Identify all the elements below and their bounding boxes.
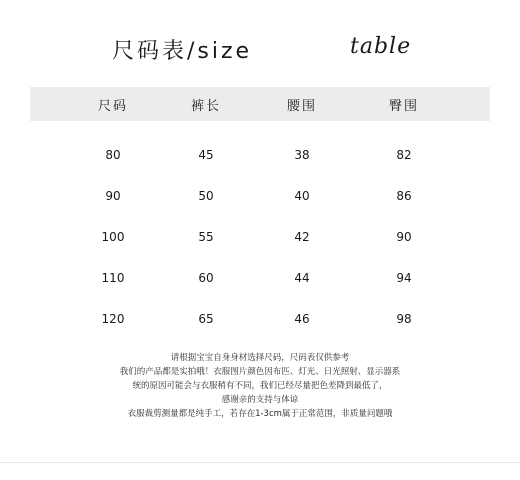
note-line: 感谢亲的支持与体谅 (221, 395, 299, 405)
cell-pants-length: 45 (198, 148, 214, 162)
cell-waist: 46 (294, 312, 310, 326)
cell-hip: 90 (396, 230, 412, 244)
note-line: 衣服裁剪测量都是纯手工，若存在1-3cm属于正常范围，非质量问题哦 (127, 409, 393, 419)
table-row (0, 148, 520, 168)
header-size: 尺码 (97, 99, 129, 114)
divider (0, 462, 520, 463)
cell-waist: 44 (294, 271, 310, 285)
note-line: 请根据宝宝自身身材选择尺码，尺码表仅供参考 (170, 353, 350, 363)
table-row (0, 230, 520, 250)
title-bar (0, 30, 520, 70)
page-title-table: table (350, 34, 412, 59)
header-hip: 臀围 (388, 99, 420, 114)
cell-hip: 98 (396, 312, 412, 326)
cell-size: 80 (105, 148, 121, 162)
cell-size: 110 (101, 271, 125, 285)
note-line: 我们的产品都是实拍哦！衣服图片颜色因布匹、灯光、日光照射、显示器系 (119, 367, 401, 377)
cell-hip: 86 (396, 189, 412, 203)
cell-waist: 42 (294, 230, 310, 244)
cell-pants-length: 50 (198, 189, 214, 203)
cell-size: 90 (105, 189, 121, 203)
cell-waist: 40 (294, 189, 310, 203)
cell-pants-length: 65 (198, 312, 214, 326)
table-row (0, 271, 520, 291)
note-line: 统的原因可能会与衣服稍有不同，我们已经尽量把色差降到最低了， (132, 381, 388, 391)
cell-pants-length: 60 (198, 271, 214, 285)
notes (0, 351, 520, 421)
cell-pants-length: 55 (198, 230, 214, 244)
page-title: 尺码表/size (112, 39, 253, 64)
cell-size: 120 (101, 312, 125, 326)
table-header (30, 87, 490, 121)
cell-waist: 38 (294, 148, 310, 162)
table-row (0, 312, 520, 332)
header-waist: 腰围 (286, 99, 318, 114)
header-pants-length: 裤长 (190, 99, 222, 114)
cell-size: 100 (101, 230, 125, 244)
cell-hip: 94 (396, 271, 412, 285)
cell-hip: 82 (396, 148, 412, 162)
table-row (0, 189, 520, 209)
